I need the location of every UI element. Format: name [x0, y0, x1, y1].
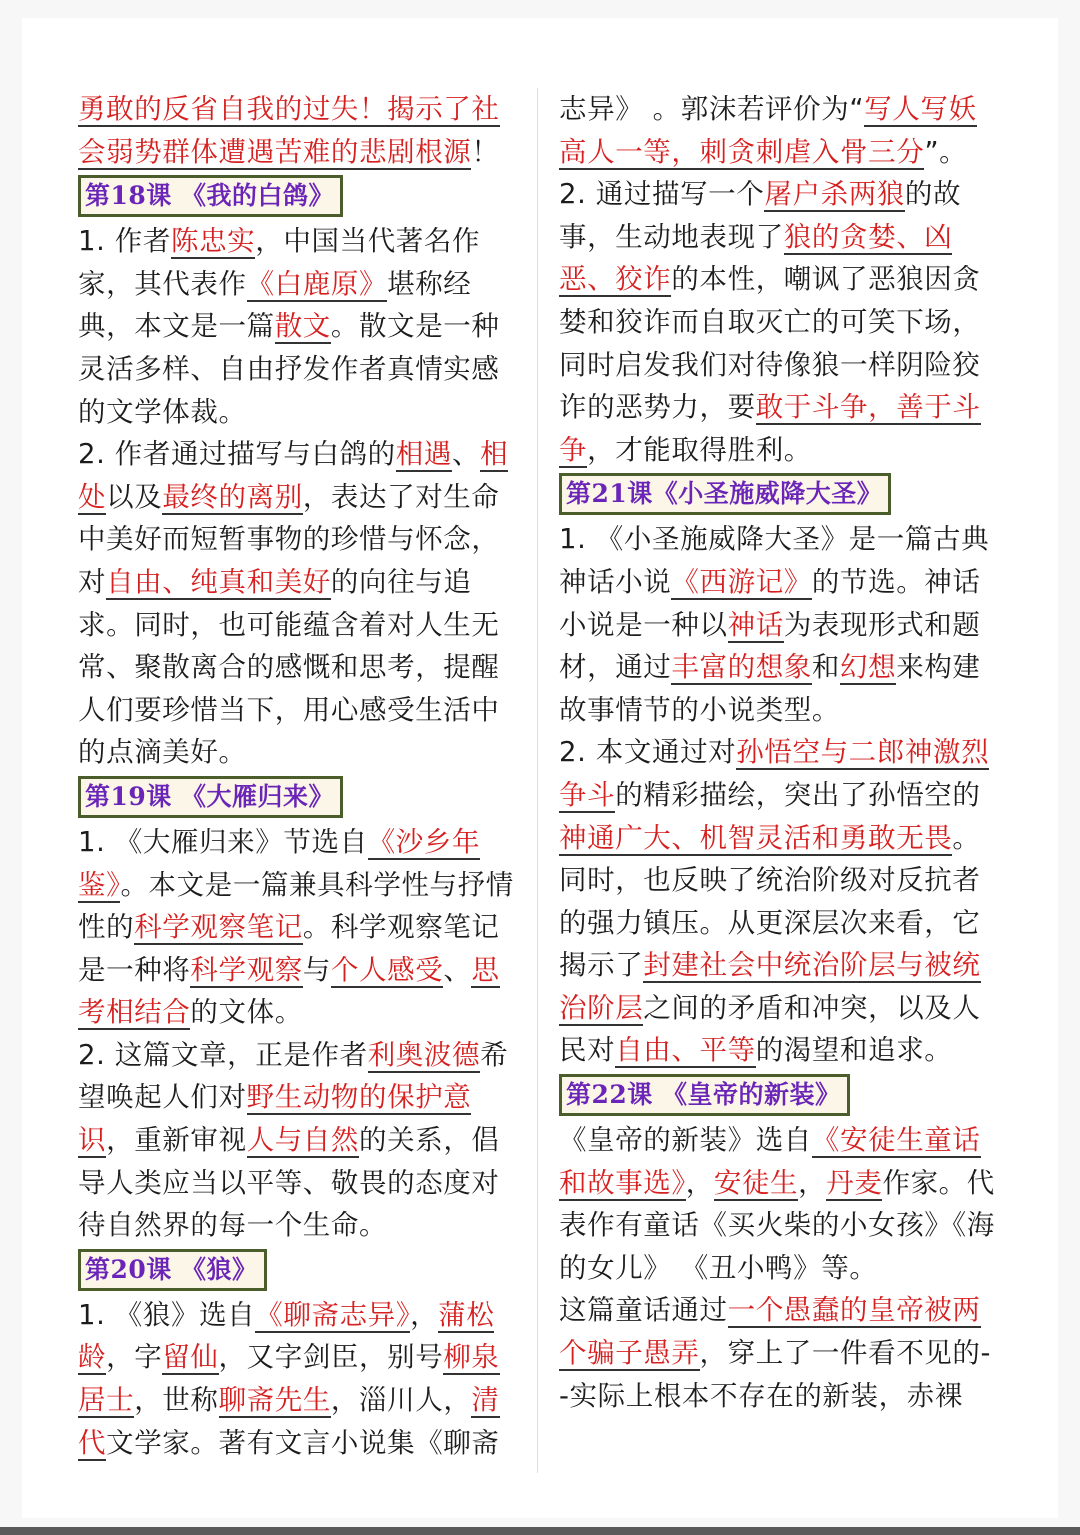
highlight-text: 《聊斋志异》	[255, 1298, 411, 1331]
highlight-text: 神通广大、机智灵活和勇敢无畏	[559, 821, 953, 854]
right-column	[559, 88, 999, 1417]
lesson-20-paragraph-1: 1. 《狼》选自《聊斋志异》，蒲松龄，字留仙，又字剑臣，别号柳泉居士，世称聊斋先生，淄川人，清代文学家。著有文言小说集《聊斋	[78, 1298, 500, 1459]
lesson-22-paragraph-1: 《皇帝的新装》选自《安徒生童话和故事选》，安徒生，丹麦作家。代表作有童话《买火柴的小女孩》《海的女儿》 《丑小鸭》等。	[559, 1124, 995, 1284]
highlight-text: 蒲松龄	[78, 1298, 495, 1374]
highlight-text: 孙悟空与二郎神激烈争斗	[559, 736, 990, 811]
highlight-text: 《白鹿原》	[246, 267, 388, 300]
highlight-text: 写人写妖高人一等，刺贪刺虐入骨三分	[559, 93, 977, 168]
highlight-text: 陈忠实	[170, 225, 256, 258]
highlight-text: 丹麦	[826, 1166, 883, 1199]
highlight-text: 科学观察	[190, 953, 303, 986]
highlight-text: 留仙	[162, 1341, 219, 1374]
highlight-text: 人与自然	[246, 1124, 360, 1157]
lesson-20-continuation: 志异》 。郭沫若评价为“写人写妖高人一等，刺贪刺虐入骨三分”。	[559, 93, 977, 168]
highlight-text: 安徒生	[713, 1166, 799, 1199]
lesson-22-paragraph-2: 这篇童话通过一个愚蠢的皇帝被两个骗子愚弄，穿上了一件看不见的--实际上根本不存在的新装，赤裸	[559, 1294, 992, 1412]
highlight-text: 科学观察笔记	[134, 911, 303, 944]
lesson-21-paragraph-1: 1. 《小圣施威降大圣》是一篇古典神话小说《西游记》的节选。神话小说是一种以神话为表现形式和题材，通过丰富的想象和幻想来构建故事情节的小说类型。	[559, 523, 990, 726]
column-divider	[537, 88, 538, 1473]
intro-paragraph: 勇敢的反省自我的过失！揭示了社会弱势群体遭遇苦难的悲剧根源！	[78, 93, 500, 168]
highlight-text: 自由、纯真和美好	[106, 565, 331, 598]
highlight-text: 屠户杀两狼	[764, 178, 905, 211]
lesson-20-paragraph-2: 2. 通过描写一个屠户杀两狼的故事，生动地表现了狼的贪婪、凶恶、狡诈的本性，嘲讽了恶狼因贪婪和狡诈而自取灭亡的可笑下场，同时启发我们对待像狼一样阴险狡诈的恶势力，要敢于斗争，善于斗争，才能取得胜利。	[559, 178, 981, 466]
highlight-text: 《沙乡年鉴》	[78, 825, 481, 901]
lesson-19-paragraph-1: 1. 《大雁归来》节选自《沙乡年鉴》。本文是一篇兼具科学性与抒情性的科学观察笔记。科学观察笔记是一种将科学观察与个人感受、思考相结合的文体。	[78, 825, 514, 1029]
lesson-18-title: 第18课 《我的白鸽》	[78, 175, 343, 217]
highlight-text: 《西游记》	[671, 565, 812, 598]
highlight-text: 柳泉居士	[78, 1341, 500, 1417]
lesson-18-paragraph-2: 2. 作者通过描写与白鸽的相遇、相处以及最终的离别，表达了对生命中美好而短暂事物的珍惜与怀念，对自由、纯真和美好的向往与追求。同时，也可能蕴含着对人生无常、聚散离合的感慨和思考，提醒人们要珍惜当下，用心感受生活中的点滴美好。	[78, 438, 509, 769]
lesson-22-title: 第22课 《皇帝的新装》	[559, 1074, 850, 1116]
highlight-text: 神话	[727, 608, 784, 641]
highlight-text: 幻想	[840, 651, 897, 684]
highlight-text: 狼的贪婪、凶恶、狡诈	[559, 220, 953, 296]
lesson-21-title: 第21课《小圣施威降大圣》	[559, 473, 891, 515]
highlight-text: 自由、平等	[615, 1034, 756, 1067]
highlight-text: 散文	[274, 310, 331, 343]
left-column	[78, 88, 518, 1464]
lesson-18-paragraph-1: 1. 作者陈忠实，中国当代著名作家，其代表作《白鹿原》堪称经典，本文是一篇散文。散文是一种灵活多样、自由抒发作者真情实感的文学体裁。	[78, 225, 500, 428]
highlight-text: 个人感受	[330, 953, 444, 986]
lesson-19-paragraph-2: 2. 这篇文章，正是作者利奥波德希望唤起人们对野生动物的保护意识，重新审视人与自然的关系，倡导人类应当以平等、敬畏的态度对待自然界的每一个生命。	[78, 1038, 509, 1242]
document-page	[22, 18, 1058, 1518]
highlight-text: 清代	[78, 1384, 500, 1459]
highlight-text: 聊斋先生	[218, 1384, 331, 1417]
highlight-text: 封建社会中统治阶层与被统治阶层	[559, 949, 981, 1024]
highlight-text: 一个愚蠢的皇帝被两个骗子愚弄	[559, 1294, 981, 1370]
highlight-text: 敢于斗争，善于斗争	[559, 391, 981, 466]
lesson-21-paragraph-2: 2. 本文通过对孙悟空与二郎神激烈争斗的精彩描绘，突出了孙悟空的神通广大、机智灵活和勇敢无畏。同时，也反映了统治阶级对反抗者的强力镇压。从更深层次来看，它揭示了封建社会中统治阶层与被统治阶层之间的矛盾和冲突，以及人民对自由、平等的渴望和追求。	[559, 736, 990, 1067]
highlight-text: 勇敢的反省自我的过失！揭示了社会弱势群体遭遇苦难的悲剧根源	[78, 93, 500, 168]
highlight-text: 野生动物的保护意识	[78, 1081, 472, 1157]
lesson-20-title: 第20课 《狼》	[78, 1249, 267, 1291]
highlight-text: 相遇	[395, 438, 452, 471]
highlight-text: 利奥波德	[367, 1038, 481, 1071]
highlight-text: 思考相结合	[78, 953, 500, 1029]
highlight-text: 相处	[78, 438, 509, 513]
bottom-scroll-bar	[0, 1527, 1080, 1535]
highlight-text: 丰富的想象	[671, 651, 812, 684]
highlight-text: 《安徒生童话和故事选》	[559, 1124, 981, 1199]
highlight-text: 最终的离别	[162, 480, 303, 513]
lesson-19-title: 第19课 《大雁归来》	[78, 776, 343, 818]
